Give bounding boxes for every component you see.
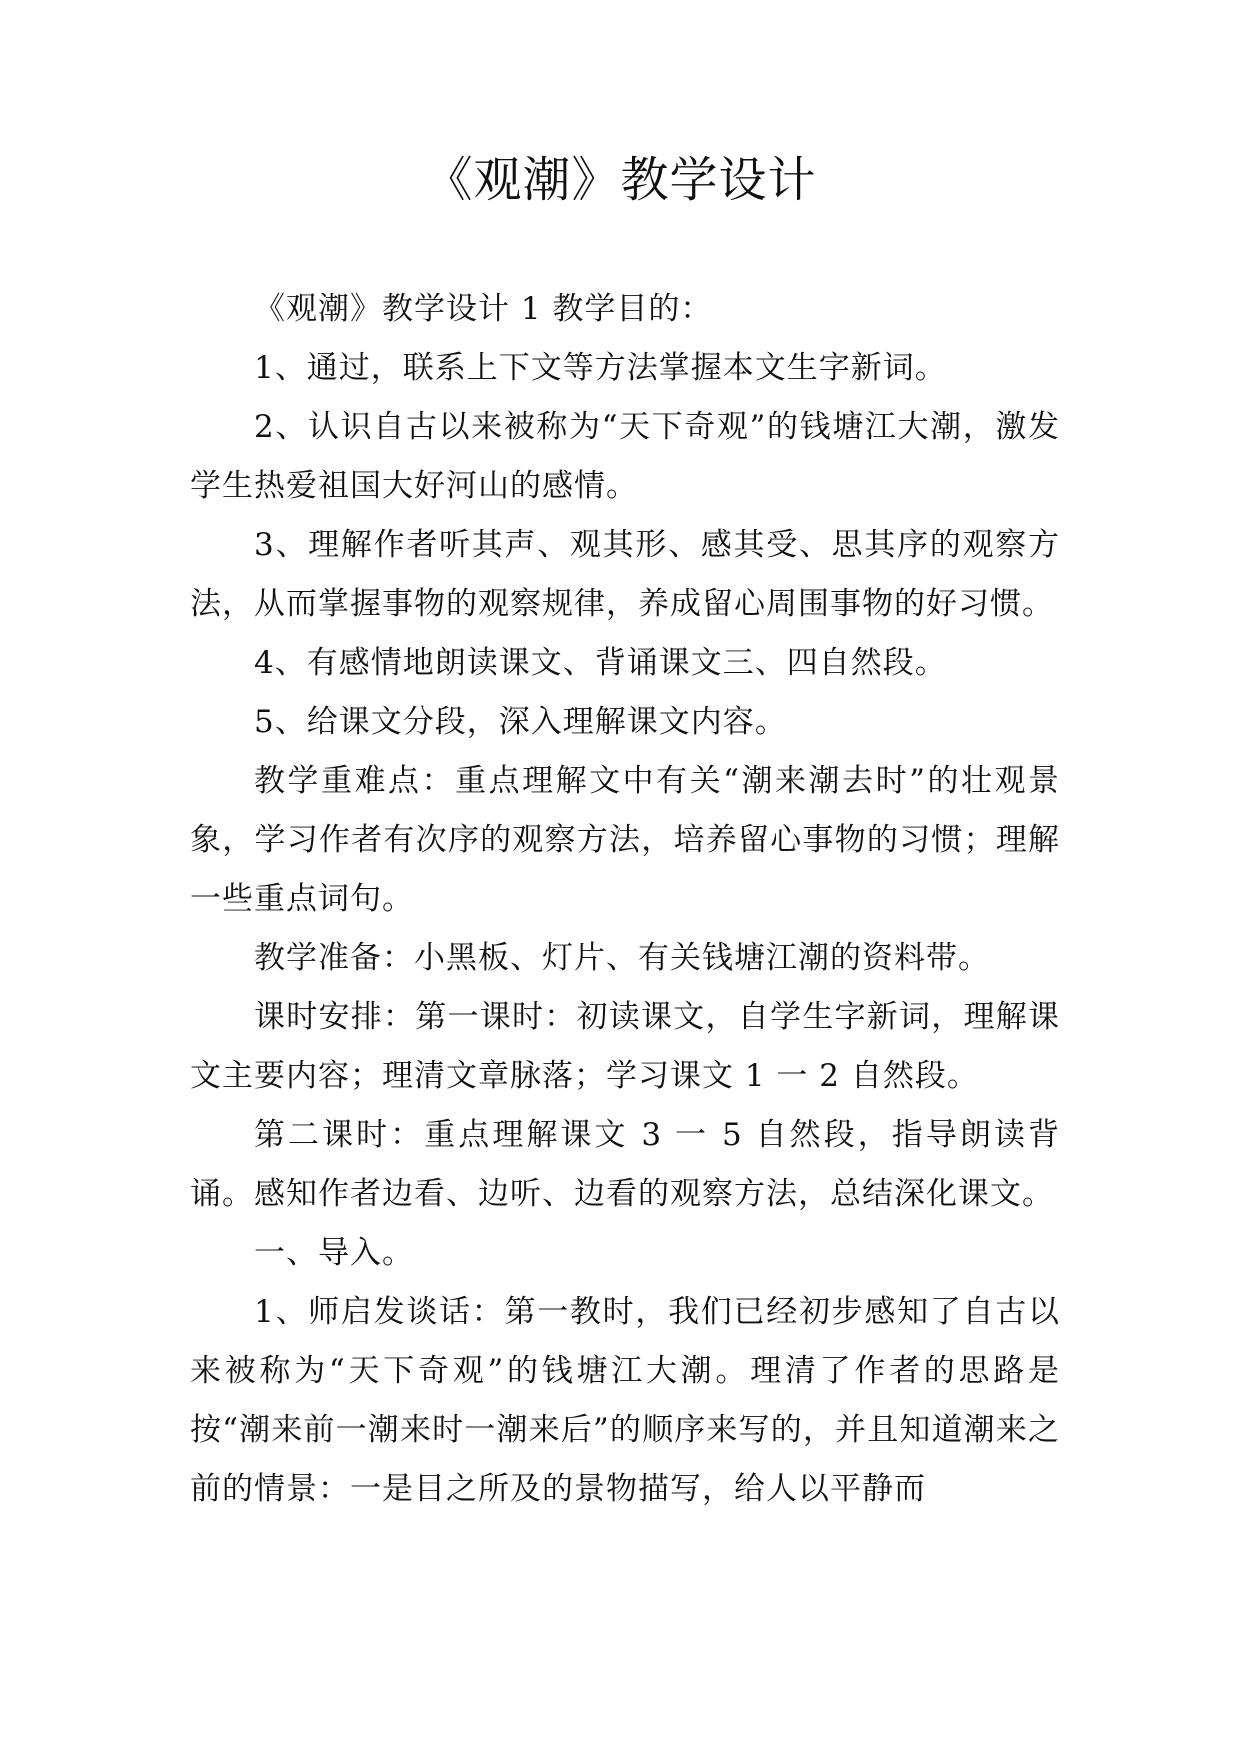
paragraph: 5、给课文分段，深入理解课文内容。 [254, 704, 787, 740]
paragraph: 4、有感情地朗读课文、背诵课文三、四自然段。 [254, 645, 947, 681]
paragraph: 2、认识自古以来被称为“天下奇观”的钱塘江大潮，激发学生热爱祖国大好河山的感情。 [190, 409, 1060, 504]
document-body [190, 280, 1060, 1519]
paragraph: 一、导入。 [254, 1235, 414, 1271]
paragraph: 教学准备：小黑板、灯片、有关钱塘江潮的资料带。 [254, 940, 990, 976]
paragraph: 课时安排：第一课时：初读课文，自学生字新词，理解课文主要内容；理清文章脉落；学习课文 1 一 2 自然段。 [190, 999, 1060, 1094]
paragraph: 《观潮》教学设计 1 教学目的： [254, 291, 713, 327]
paragraph: 教学重难点：重点理解文中有关“潮来潮去时”的壮观景象，学习作者有次序的观察方法，培养留心事物的习惯；理解一些重点词句。 [190, 763, 1060, 917]
paragraph: 1、通过，联系上下文等方法掌握本文生字新词。 [254, 350, 947, 386]
paragraph: 3、理解作者听其声、观其形、感其受、思其序的观察方法，从而掌握事物的观察规律，养成留心周围事物的好习惯。 [190, 527, 1060, 622]
document-title: 《观潮》教学设计 [424, 152, 817, 208]
paragraph: 第二课时：重点理解课文 3 一 5 自然段，指导朗读背诵。感知作者边看、边听、边看的观察方法，总结深化课文。 [190, 1117, 1060, 1212]
paragraph: 1、师启发谈话：第一教时，我们已经初步感知了自古以来被称为“天下奇观”的钱塘江大潮。理清了作者的思路是按“潮来前一潮来时一潮来后”的顺序来写的，并且知道潮来之前的情景：一是目之所及的景物描写，给人以平静而 [190, 1294, 1060, 1507]
